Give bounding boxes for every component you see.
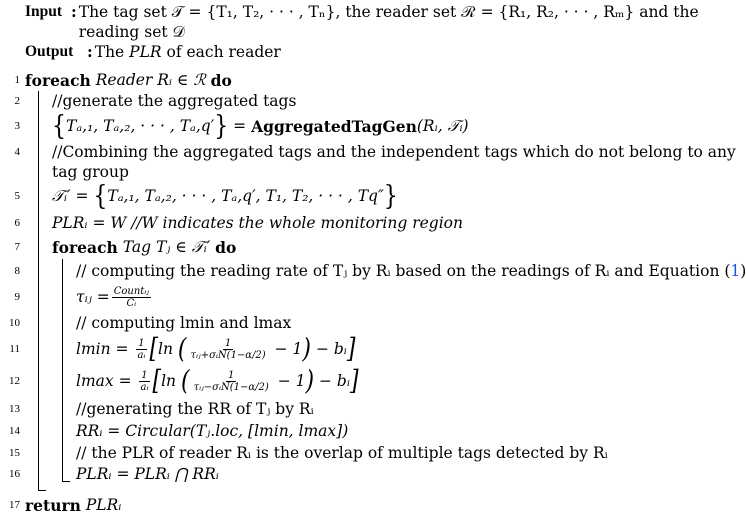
input-text: The tag set 𝒯 = {T₁, T₂, · · · , Tₙ}, the reader set ℛ = {R₁, R₂, · · · , Rₘ} and the reading set 𝒟 bbox=[78, 3, 699, 41]
algo-line-7: 7 foreach Tag Tⱼ ∈ 𝒯ᵢ′ do bbox=[14, 237, 237, 257]
line-number: 1 bbox=[14, 74, 20, 86]
output-text: The PLR of each reader bbox=[94, 43, 281, 61]
keyword-do: do bbox=[215, 237, 237, 257]
aggregated-set: Tₐ,₁, Tₐ,₂, · · · , Tₐ,q′ bbox=[66, 117, 215, 135]
algo-line-14: 14 RRᵢ = Circular(Tⱼ.loc, [lmin, lmax]) bbox=[9, 422, 349, 440]
algo-line-15: 15 // the PLR of reader Rᵢ is the overlap of multiple tags detected by Rᵢ bbox=[9, 444, 608, 462]
output-row: Output : The PLR of each reader bbox=[25, 42, 705, 62]
loop-expr: Reader Rᵢ ∈ ℛ bbox=[95, 71, 206, 89]
function-name: AggregatedTagGen bbox=[251, 116, 417, 136]
combined-set: Tₐ,₁, Tₐ,₂, · · · , Tₐ,q′, T₁, T₂, · · · , Tq″ bbox=[107, 187, 384, 205]
loop-expr: Tag Tⱼ ∈ 𝒯ᵢ′ bbox=[122, 237, 211, 256]
reading-rate-fraction: $\frac{\text{Countᵢⱼ}}{\text{Cᵢ}}$ bbox=[113, 285, 149, 309]
foreach-outer-scope-end bbox=[38, 490, 46, 491]
keyword-foreach: foreach bbox=[25, 70, 91, 90]
algo-line-5: 5 𝒯ᵢ′ = { Tₐ,₁, Tₐ,₂, · · · , Tₐ,q′, T₁, T₂, · · · , Tq″ } bbox=[14, 180, 398, 212]
return-value: PLRᵢ bbox=[85, 496, 122, 514]
plr-update: PLRᵢ = PLRᵢ ⋂ RRᵢ bbox=[76, 465, 219, 483]
tau-lhs: τᵢⱼ = bbox=[76, 288, 110, 306]
algo-line-3: 3 { Tₐ,₁, Tₐ,₂, · · · , Tₐ,q′ } = AggregatedTagGen (Rᵢ, 𝒯ᵢ) bbox=[14, 110, 469, 142]
plr-init: PLRᵢ = W //W indicates the whole monitoring region bbox=[52, 214, 463, 232]
input-label: Input bbox=[25, 3, 63, 20]
algo-line-12: 12 lmax = $\frac{1}{\text{aᵢ}}$ [ ln ( $\frac{1}{\text{τᵢⱼ−σᵢN(1−α/2)}}$ − 1 ) − bᵢ ] bbox=[9, 365, 359, 397]
algo-line-17: 17 return PLRᵢ bbox=[9, 495, 122, 515]
algo-line-6: 6 PLRᵢ = W //W indicates the whole monitoring region bbox=[14, 214, 463, 232]
equation-ref-link[interactable]: 1 bbox=[730, 262, 741, 280]
lmax-lhs: lmax = bbox=[76, 372, 132, 390]
comment: // computing lmin and lmax bbox=[76, 314, 292, 332]
algo-line-2: 2 //generate the aggregated tags bbox=[14, 92, 297, 110]
keyword-foreach: foreach bbox=[52, 237, 118, 257]
keyword-return: return bbox=[25, 495, 81, 515]
lmin-lhs: lmin = bbox=[76, 340, 129, 358]
input-row: Input : The tag set 𝒯 = {T₁, T₂, · · · , Tₙ}, the reader set ℛ = {R₁, R₂, · · · , Rₘ} and the reading set 𝒟 bbox=[25, 2, 705, 42]
keyword-do: do bbox=[210, 70, 232, 90]
algo-line-8: 8 // computing the reading rate of Tⱼ by Rᵢ based on the readings of Rᵢ and Equation ( 1 ) bbox=[14, 262, 746, 280]
combined-set-lhs: 𝒯ᵢ′ = bbox=[52, 186, 89, 205]
algo-line-4: 4 //Combining the aggregated tags and the independent tags which do not belong to any bbox=[14, 143, 736, 161]
comment: //generating the RR of Tⱼ by Rᵢ bbox=[76, 400, 314, 418]
algo-line-9: 9 τᵢⱼ = $\frac{\text{Countᵢⱼ}}{\text{Cᵢ}}$ bbox=[14, 285, 149, 309]
algo-line-13: 13 //generating the RR of Tⱼ by Rᵢ bbox=[9, 400, 314, 418]
comment: //generate the aggregated tags bbox=[52, 92, 297, 110]
function-args: (Rᵢ, 𝒯ᵢ) bbox=[416, 116, 469, 135]
output-label: Output bbox=[25, 43, 74, 60]
algo-line-11: 11 lmin = $\frac{1}{\text{aᵢ}}$ [ ln ( $\frac{1}{\text{τᵢⱼ+σᵢN(1−α/2)}}$ − 1 ) − bᵢ ] bbox=[9, 333, 356, 365]
rr-assign: RRᵢ = Circular(Tⱼ.loc, [lmin, lmax]) bbox=[76, 422, 349, 440]
comment: // the PLR of reader Rᵢ is the overlap of multiple tags detected by Rᵢ bbox=[76, 444, 608, 462]
algorithm-header bbox=[25, 2, 705, 62]
algo-line-10: 10 // computing lmin and lmax bbox=[9, 314, 292, 332]
algo-line-16: 16 PLRᵢ = PLRᵢ ⋂ RRᵢ bbox=[9, 465, 219, 483]
comment: // computing the reading rate of Tⱼ by Rᵢ based on the readings of Rᵢ and Equation ( bbox=[76, 262, 731, 280]
comment: //Combining the aggregated tags and the independent tags which do not belong to any bbox=[52, 143, 736, 161]
comment-cont: tag group bbox=[52, 163, 129, 181]
